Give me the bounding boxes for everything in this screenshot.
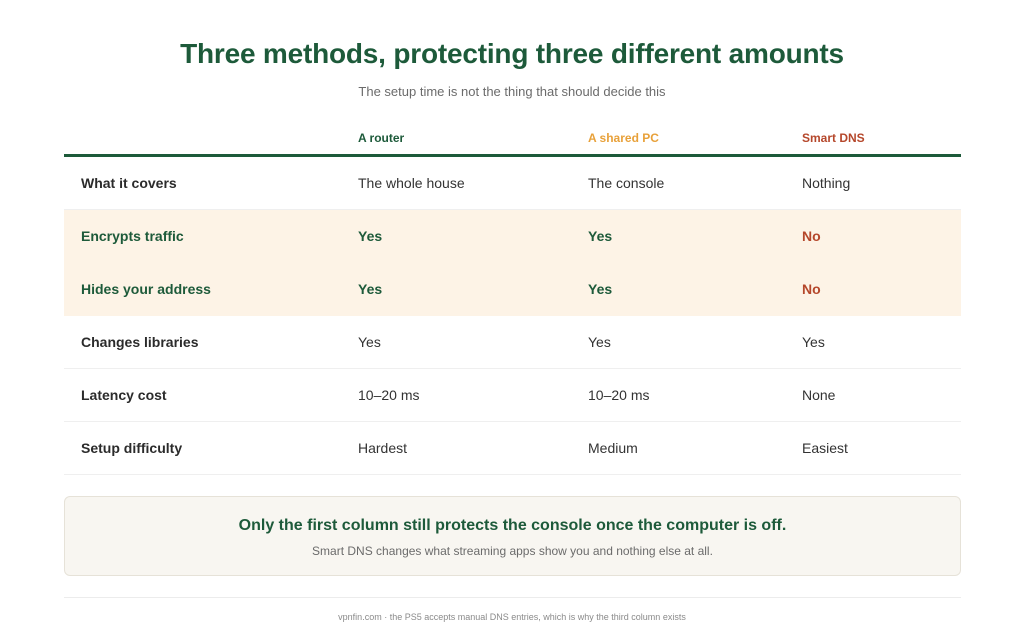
cell-smart-dns: Nothing [802, 175, 851, 191]
row-label: Hides your address [81, 281, 211, 297]
cell-router: Hardest [358, 440, 408, 456]
cell-router: Yes [358, 228, 383, 244]
row-label: Changes libraries [81, 334, 199, 350]
table-row [64, 316, 961, 369]
cell-smart-dns: None [802, 387, 836, 403]
cell-router: The whole house [358, 175, 465, 191]
cell-shared-pc: The console [588, 175, 665, 191]
row-label: Encrypts traffic [81, 228, 184, 244]
row-label: What it covers [81, 175, 177, 191]
cell-shared-pc: Yes [588, 334, 611, 350]
cell-shared-pc: 10–20 ms [588, 387, 650, 403]
page-title: Three methods, protecting three different amounts [180, 38, 844, 69]
callout-headline: Only the first column still protects the console once the computer is off. [238, 517, 787, 534]
cell-smart-dns: Easiest [802, 440, 848, 456]
cell-shared-pc: Yes [588, 228, 613, 244]
cell-router: Yes [358, 334, 381, 350]
cell-shared-pc: Medium [588, 440, 638, 456]
table-row [64, 157, 961, 210]
table-row [64, 422, 961, 475]
cell-router: 10–20 ms [358, 387, 420, 403]
cell-smart-dns: No [802, 228, 821, 244]
footer-note: vpnfin.com · the PS5 accepts manual DNS entries, which is why the third column exists [338, 612, 686, 622]
cell-smart-dns: No [802, 281, 821, 297]
table-row [64, 210, 961, 263]
cell-router: Yes [358, 281, 383, 297]
callout-body: Smart DNS changes what streaming apps show you and nothing else at all. [312, 544, 713, 558]
table-header [64, 122, 961, 157]
comparison-table [64, 122, 961, 475]
summary-callout [64, 496, 961, 576]
row-label: Latency cost [81, 387, 167, 403]
column-header-router: A router [358, 131, 405, 145]
column-header-shared-pc: A shared PC [588, 131, 659, 145]
page-subtitle: The setup time is not the thing that should decide this [358, 84, 666, 99]
cell-smart-dns: Yes [802, 334, 825, 350]
cell-shared-pc: Yes [588, 281, 613, 297]
footer-divider [64, 597, 961, 598]
row-label: Setup difficulty [81, 440, 183, 456]
table-row [64, 263, 961, 316]
column-header-smart-dns: Smart DNS [802, 131, 865, 145]
table-row [64, 369, 961, 422]
